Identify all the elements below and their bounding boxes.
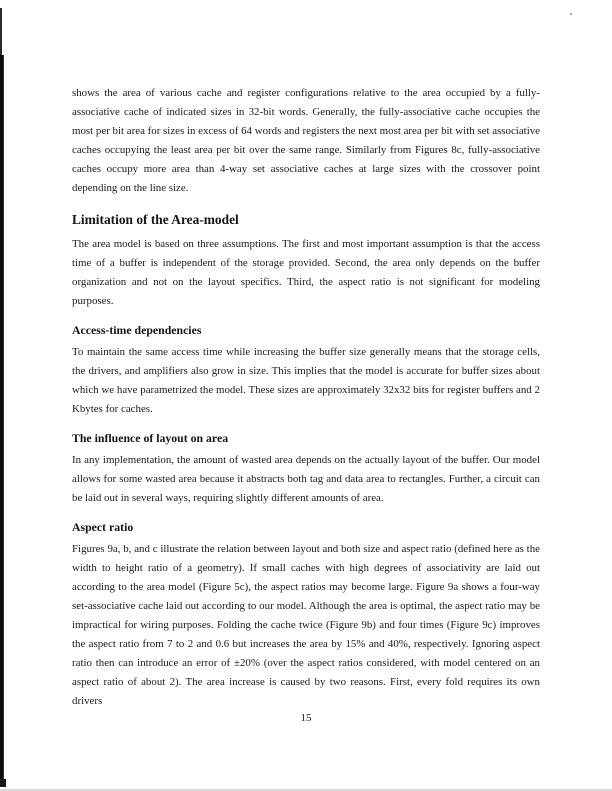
- scan-artifact-left-edge: [0, 55, 4, 786]
- page-number: 15: [300, 712, 312, 724]
- scan-artifact-bottom-left-corner: [0, 779, 6, 787]
- subsection-heading-access-time-dependencies: Access-time dependencies: [72, 323, 202, 337]
- subsection-heading-influence-of-layout: The influence of layout on area: [72, 431, 229, 445]
- section-paragraph-limitation: The area model is based on three assumptions. The first and most important assumption is that the access time of a buffer is independent of the storage provided. Second, the area only depends on the buffer organization and not on the layout specifics. Third, the aspect ratio is not significant for modeling purposes.: [72, 238, 540, 307]
- intro-paragraph: shows the area of various cache and register configurations relative to the area occupied by a fully-associative cache of indicated sizes in 32-bit words. Generally, the fully-associative cache occupies the most per bit area for sizes in excess of 64 words and registers the next most area per bit with set associative caches occupying the least area per bit over the same range. Similarly from Figures 8c, fully-associative caches occupy more area than 4-way set associative caches at large sizes with the crossover point depending on the line size.: [72, 87, 540, 194]
- scan-artifact-speck: [570, 13, 572, 15]
- subsection-paragraph-aspect-ratio: Figures 9a, b, and c illustrate the relation between layout and both size and aspect ratio (defined here as the width to height ratio of a geometry). If small caches with high degrees of associativity are laid out according to the area model (Figure 5c), the aspect ratios may become large. Figure 9a shows a four-way set-associative cache laid out according to our model. Although the area is optimal, the aspect ratio may be impractical for wiring purposes. Folding the cache twice (Figure 9b) and four times (Figure 9c) improves the aspect ratio from 7 to 2 and 0.6 but increases the area by 15% and 40%, respectively. Ignoring aspect ratio then can introduce an error of ±20% (over the aspect ratios considered, with model centered on an aspect ratio of about 2). The area increase is caused by two reasons. First, every fold requires its own drivers: [72, 543, 540, 707]
- scan-artifact-left-edge-top: [0, 8, 2, 60]
- page-content: [72, 84, 540, 711]
- subsection-paragraph-access-time: To maintain the same access time while increasing the buffer size generally means that the storage cells, the drivers, and amplifiers also grow in size. This implies that the model is accurate for buffer sizes about which we have parametrized the model. These sizes are approximately 32x32 bits for register buffers and 2 Kbytes for caches.: [72, 346, 540, 415]
- subsection-heading-aspect-ratio: Aspect ratio: [72, 520, 134, 534]
- subsection-paragraph-layout: In any implementation, the amount of wasted area depends on the actually layout of the buffer. Our model allows for some wasted area because it abstracts both tag and data area to rectangles. Further, a circuit can be laid out in several ways, requiring slightly different amounts of area.: [72, 454, 540, 504]
- section-heading-limitation-of-area-model: Limitation of the Area-model: [72, 212, 239, 227]
